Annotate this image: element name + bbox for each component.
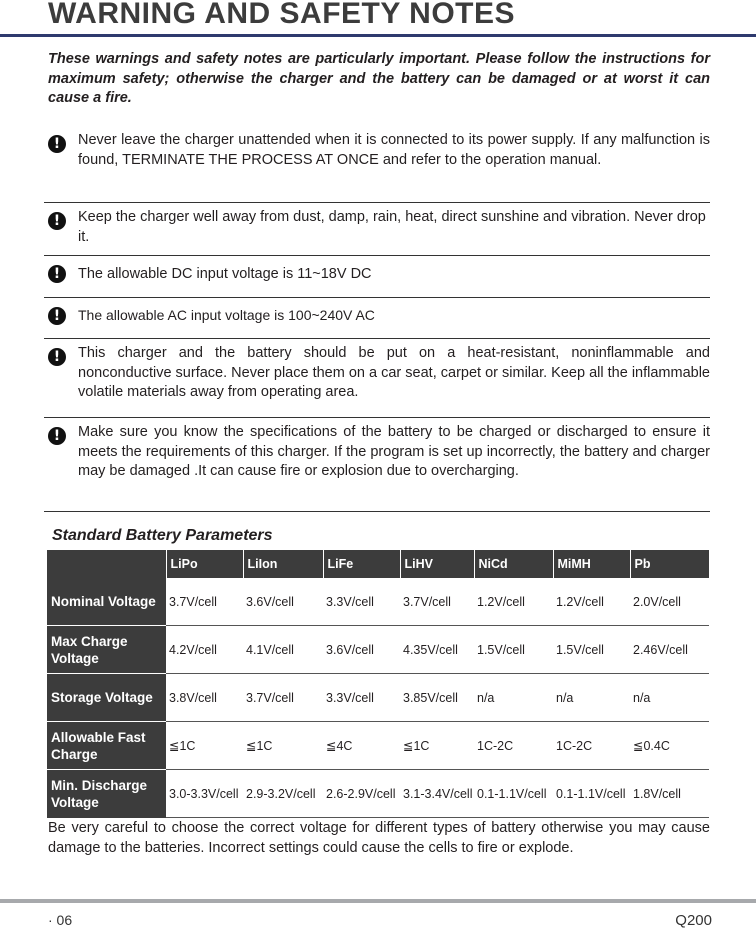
table-row [47, 770, 709, 818]
table-cell: 2.9-3.2V/cell [243, 770, 323, 818]
table-cell: 1.5V/cell [474, 626, 553, 674]
row-header: Max Charge Voltage [47, 626, 166, 674]
table-cell: 1C-2C [474, 722, 553, 770]
table-cell: 4.35V/cell [400, 626, 474, 674]
table-cell: 1.5V/cell [553, 626, 630, 674]
warning-item [44, 126, 710, 203]
table-cell: 1.2V/cell [553, 578, 630, 626]
exclamation-icon: ! [48, 212, 66, 230]
warning-item [44, 418, 710, 512]
exclamation-icon: ! [48, 427, 66, 445]
page-number: · 06 [48, 912, 73, 928]
warning-item [44, 203, 710, 256]
warning-text: Keep the charger well away from dust, damp, rain, heat, direct sunshine and vibration. Never drop it. [78, 209, 706, 245]
table-cell: ≦4C [323, 722, 400, 770]
table-cell: 1.2V/cell [474, 578, 553, 626]
table-row [47, 674, 709, 722]
table-header-row [47, 550, 709, 578]
warning-text: This charger and the battery should be put on a heat-resistant, noninflammable and nonconductive surface. Never place them on a car seat, carpet or similar. Keep all the inflammable volatile materials away from operating area. [78, 345, 710, 400]
section-title: Standard Battery Parameters [52, 527, 273, 544]
page-title: WARNING AND SAFETY NOTES [48, 0, 516, 30]
model-name: Q200 [675, 912, 712, 929]
header-corner [47, 550, 166, 578]
column-header: MiMH [553, 550, 630, 578]
row-header: Min. Discharge Voltage [47, 770, 166, 818]
column-header: NiCd [474, 550, 553, 578]
column-header: LiIon [243, 550, 323, 578]
table-cell: n/a [553, 674, 630, 722]
table-cell: 0.1-1.1V/cell [553, 770, 630, 818]
exclamation-icon: ! [48, 265, 66, 283]
table-cell: 4.2V/cell [166, 626, 243, 674]
table-cell: 3.7V/cell [166, 578, 243, 626]
column-header: LiPo [166, 550, 243, 578]
warning-text: Never leave the charger unattended when it is connected to its power supply. If any malfunction is found, TERMINATE THE PROCESS AT ONCE and refer to the operation manual. [78, 132, 710, 168]
table-cell: 3.8V/cell [166, 674, 243, 722]
warning-item [44, 339, 710, 418]
table-cell: 3.6V/cell [323, 626, 400, 674]
closing-paragraph: Be very careful to choose the correct voltage for different types of battery otherwise you may cause damage to the batteries. Incorrect settings could cause the cells to fire or explode. [48, 820, 710, 856]
table-cell: 3.85V/cell [400, 674, 474, 722]
table-cell: 3.0-3.3V/cell [166, 770, 243, 818]
warning-text: The allowable DC input voltage is 11~18V DC [78, 266, 372, 282]
title-rule [0, 34, 756, 37]
table-cell: ≦1C [166, 722, 243, 770]
table-row [47, 626, 709, 674]
column-header: Pb [630, 550, 709, 578]
table-cell: 0.1-1.1V/cell [474, 770, 553, 818]
table-cell: 1.8V/cell [630, 770, 709, 818]
table-cell: 4.1V/cell [243, 626, 323, 674]
table-cell: ≦1C [243, 722, 323, 770]
warning-item [44, 298, 710, 339]
table-cell: 3.7V/cell [243, 674, 323, 722]
warning-item [44, 256, 710, 298]
table-cell: 3.3V/cell [323, 578, 400, 626]
row-header: Storage Voltage [47, 674, 166, 722]
table-cell: 3.1-3.4V/cell [400, 770, 474, 818]
warning-text: Make sure you know the specifications of the battery to be charged or discharged to ensure it meets the requirements of this charger. If the program is set up incorrectly, the battery and charger may be damaged .It can cause fire or explosion due to overcharging. [78, 424, 710, 479]
battery-parameters-table [47, 550, 710, 818]
table-cell: 3.3V/cell [323, 674, 400, 722]
intro-paragraph: These warnings and safety notes are particularly important. Please follow the instructions for maximum safety; otherwise the charger and the battery can be damaged or at worst it can cause a fire. [48, 51, 710, 106]
table-cell: 3.7V/cell [400, 578, 474, 626]
table-cell: 2.0V/cell [630, 578, 709, 626]
column-header: LiHV [400, 550, 474, 578]
exclamation-icon: ! [48, 135, 66, 153]
table-cell: n/a [630, 674, 709, 722]
table-row [47, 722, 709, 770]
exclamation-icon: ! [48, 307, 66, 325]
column-header: LiFe [323, 550, 400, 578]
exclamation-icon: ! [48, 348, 66, 366]
row-header: Allowable Fast Charge [47, 722, 166, 770]
table-row [47, 578, 709, 626]
table-cell: ≦1C [400, 722, 474, 770]
warning-list [44, 126, 710, 512]
table-cell: 2.46V/cell [630, 626, 709, 674]
table-cell: 3.6V/cell [243, 578, 323, 626]
row-header: Nominal Voltage [47, 578, 166, 626]
table-cell: 2.6-2.9V/cell [323, 770, 400, 818]
table-cell: ≦0.4C [630, 722, 709, 770]
footer-rule [0, 899, 756, 903]
warning-text: The allowable AC input voltage is 100~240V AC [78, 307, 375, 323]
table-cell: 1C-2C [553, 722, 630, 770]
table-cell: n/a [474, 674, 553, 722]
